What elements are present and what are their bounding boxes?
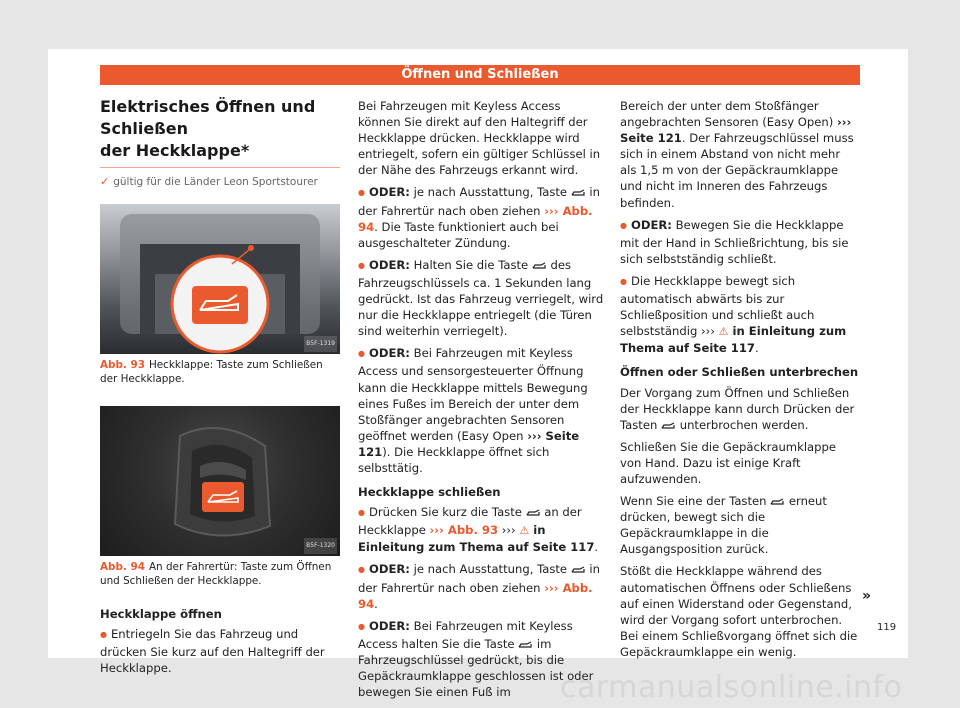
- text: je nach Ausstattung, Taste: [409, 185, 571, 200]
- list-item: [358, 184, 604, 250]
- paragraph: [620, 385, 860, 433]
- figure-code: B5F-1319: [304, 336, 337, 352]
- text: in der Fahrertür nach oben ziehen: [358, 562, 601, 595]
- figure-caption-text: Heckklappe: Taste zum Schließen der Heckklappe.: [100, 359, 323, 385]
- text: . Der Fahrzeugschlüssel muss sich in einem Abstand von nicht mehr als 1,5 m von der Gepäckraumklappe und nicht im Inneren des Fahrzeugs befinden.: [620, 131, 854, 210]
- text: erneut drücken, bewegt sich die Gepäckraumklappe in die Ausgangsposition zurück.: [620, 494, 827, 557]
- figure-reference-link[interactable]: ››› Abb. 93: [429, 523, 499, 538]
- paragraph: [620, 493, 860, 557]
- list-item: [358, 504, 604, 555]
- list-item: [620, 273, 860, 356]
- section-title-line-2: der Heckklappe*: [100, 141, 250, 160]
- figure-reference-link[interactable]: ››› Abb. 94: [358, 580, 593, 611]
- section-title: [100, 96, 340, 162]
- page-reference-link[interactable]: ››› Seite 121: [620, 115, 852, 146]
- figure-code: B5F-1320: [304, 538, 337, 554]
- text: des Fahrzeugschlüssels ca. 1 Sekunden lang gedrückt. Ist das Fahrzeug verriegelt, wird nur die Heckklappe entriegelt (die Türen sind weiterhin verriegelt).: [358, 257, 604, 339]
- figure-label: Abb. 93: [100, 359, 145, 372]
- warning-triangle-icon: ⚠: [718, 325, 729, 339]
- figure-93-image: [100, 204, 340, 354]
- paragraph: Stößt die Heckklappe während des automatischen Öffnens oder Schließens auf einen Widerstand oder Gegenstand, wird der Vorgang sofort unterbrochen. Bei einem Schließvorgang öffnet sich die Gepäckraumklappe ein wenig.: [620, 564, 858, 659]
- oder-label: ODER:: [368, 257, 410, 272]
- text: .: [374, 596, 378, 611]
- text: Bereich der unter dem Stoßfänger angebrachten Sensoren (Easy Open): [620, 99, 837, 130]
- text: .: [594, 540, 599, 555]
- figure-94-caption: [100, 561, 340, 588]
- text: Bei Fahrzeugen mit Keyless Access halten Sie die Taste: [358, 618, 573, 651]
- continue-marker: »: [862, 588, 872, 604]
- car-tailgate-icon: [661, 422, 676, 429]
- figure-94-image: [100, 406, 340, 556]
- paragraph: [620, 98, 860, 211]
- text: ›››: [701, 324, 715, 339]
- door-switch-illustration: [100, 406, 340, 556]
- text: Drücken Sie kurz die Taste: [368, 505, 526, 520]
- list-item: [620, 217, 860, 267]
- car-tailgate-icon: [518, 641, 533, 648]
- oder-label: ODER:: [630, 217, 672, 232]
- text: je nach Ausstattung, Taste: [409, 562, 571, 577]
- text: Die Heckklappe bewegt sich automatisch abwärts bis zur Schließposition und schließt auch selbstständig: [620, 273, 815, 339]
- heading-heckklappe-oeffnen: Heckklappe öffnen: [100, 607, 222, 622]
- watermark: carmanualsonline.info: [560, 670, 903, 705]
- text: . Die Taste funktioniert auch bei ausgeschalteter Zündung.: [358, 219, 559, 250]
- text: Der Vorgang zum Öffnen und Schließen der Heckklappe kann durch Drücken der Tasten: [620, 385, 855, 432]
- figure-label: Abb. 94: [100, 561, 145, 574]
- text: in der Fahrertür nach oben ziehen: [358, 185, 601, 218]
- car-tailgate-icon: [571, 189, 586, 196]
- text: Halten Sie die Taste: [409, 257, 532, 272]
- list-item: [358, 561, 604, 611]
- text: .: [754, 341, 759, 356]
- car-tailgate-icon: [571, 566, 586, 573]
- figure-93-caption: [100, 359, 340, 386]
- oder-label: ODER:: [368, 185, 410, 200]
- warning-triangle-icon: ⚠: [519, 524, 530, 538]
- list-item: [358, 257, 604, 339]
- oder-label: ODER:: [368, 562, 410, 577]
- page-reference-link[interactable]: ››› Seite 121: [358, 428, 580, 459]
- column-1: [100, 96, 340, 682]
- page-number: 119: [877, 622, 897, 633]
- car-tailgate-icon: [770, 498, 785, 505]
- car-tailgate-icon: [532, 262, 547, 269]
- text: Bei Fahrzeugen mit Keyless Access und sensorgesteuerter Öffnung kann die Heckklappe mittels Bewegung eines Fußes im Bereich der unter dem Stoßfänger angebrachten Sensoren geöffnet werden (Easy Open: [358, 346, 588, 443]
- car-tailgate-icon: [526, 509, 541, 516]
- oder-label: ODER:: [368, 618, 410, 633]
- topic-reference-link[interactable]: in Einleitung zum Thema auf Seite 117: [358, 523, 595, 555]
- bullet-text: Entriegeln Sie das Fahrzeug und drücken Sie kurz auf den Haltegriff der Heckklappe.: [100, 627, 325, 676]
- text: Bewegen Sie die Heckklappe mit der Hand in Schließrichtung, bis sie sich selbstständig schließt.: [620, 217, 849, 266]
- checkmark-icon: ✓: [100, 175, 110, 188]
- figure-reference-link[interactable]: ››› Abb. 94: [358, 203, 593, 234]
- paragraph: Schließen Sie die Gepäckraumklappe von Hand. Dazu ist einige Kraft aufzuwenden.: [620, 439, 836, 486]
- oder-label: ODER:: [368, 346, 410, 361]
- applies-to-text: gültig für die Länder Leon Sportstourer: [113, 176, 318, 188]
- tailgate-illustration: [100, 204, 340, 354]
- text: an der Heckklappe: [358, 505, 582, 538]
- heading-unterbrechen: Öffnen oder Schließen unterbrechen: [620, 365, 859, 380]
- section-title-line-1: Elektrisches Öffnen und Schließen: [100, 97, 316, 138]
- text: ). Die Heckklappe öffnet sich selbsttätig.: [358, 444, 550, 475]
- text: Wenn Sie eine der Tasten: [620, 494, 771, 509]
- topic-reference-link[interactable]: in Einleitung zum Thema auf Seite 117: [620, 324, 847, 356]
- applies-to: [100, 174, 340, 190]
- text: unterbrochen werden.: [676, 417, 809, 432]
- chapter-header: Öffnen und Schließen: [100, 65, 860, 85]
- figure-caption-text: An der Fahrertür: Taste zum Öffnen und Schließen der Heckklappe.: [100, 561, 332, 587]
- column-3: [620, 98, 860, 666]
- heading-heckklappe-schliessen: Heckklappe schließen: [358, 485, 501, 500]
- paragraph: Bei Fahrzeugen mit Keyless Access können Sie direkt auf den Haltegriff der Heckklappe drücken. Heckklappe wird entriegelt, sofern ein gültiger Schlüssel in der Nähe des Fahrzeugs erkannt wird.: [358, 99, 601, 178]
- text: ›››: [498, 523, 520, 538]
- list-item: [358, 345, 604, 476]
- list-item: [100, 626, 340, 676]
- column-2: [358, 98, 604, 706]
- text: im Fahrzeugschlüssel gedrückt, bis die Gepäckraumklappe geschlossen ist oder bewegen Sie einen Fuß im: [358, 636, 594, 700]
- title-rule: [100, 167, 340, 168]
